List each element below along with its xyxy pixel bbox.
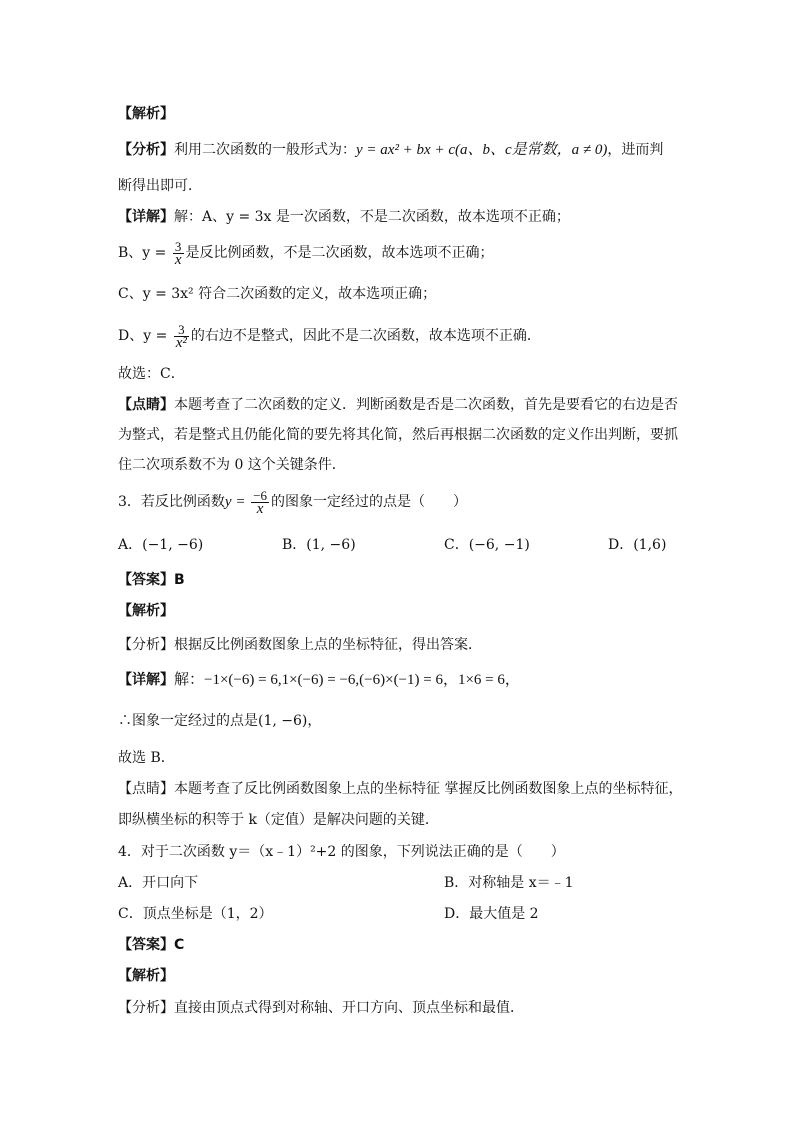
option-b-prefix: B、y = <box>118 245 171 261</box>
q3-option-d: D．(1,6) <box>608 537 667 553</box>
option-b-suffix: 是反比例函数，不是二次函数，故本选项不正确； <box>185 245 494 261</box>
q3-therefore: ∴图象一定经过的点是(1, −6)， <box>118 713 322 729</box>
remark-text-1: 本题考查了二次函数的定义．判断函数是否是二次函数，首先是要看它的右边是否 <box>174 397 678 413</box>
detail-tag: 【详解】 <box>118 209 174 225</box>
q4-stem: 4．对于二次函数 y＝（x﹣1）²+2 的图象，下列说法正确的是（ ） <box>118 844 565 860</box>
q3-remark-line2: 即纵横坐标的积等于 k（定值）是解决问题的关键． <box>118 812 439 828</box>
q3-stem <box>118 486 467 518</box>
q4-analysis: 【分析】直接由顶点式得到对称轴、开口方向、顶点坐标和最值． <box>118 1000 524 1016</box>
q3-option-c: C．(−6, −1) <box>444 537 530 553</box>
p2-choice: 故选：C． <box>118 366 185 382</box>
q4-option-c: C．顶点坐标是（1，2） <box>118 906 273 922</box>
q4-option-b: B．对称轴是 x＝﹣1 <box>444 875 574 891</box>
analysis-text-tail: ，进而判 <box>607 142 664 158</box>
q3-detail-text: 解：−1×(−6) = 6,1×(−6) = −6,(−6)×(−1) = 6，1×6 = 6， <box>174 672 520 688</box>
p2-detail-b <box>118 238 494 268</box>
q3-detail-tag: 【详解】 <box>118 672 174 688</box>
q3-detail <box>118 670 520 690</box>
p2-remark-line2: 为整式，若是整式且仍能化简的要先将其化简，然后再根据二次函数的定义作出判断，要抓 <box>118 427 678 443</box>
fraction-neg6-over-x: $\frac{-6}{x}$ <box>253 487 268 517</box>
option-d-suffix: 的右边不是整式，因此不是二次函数，故本选项不正确． <box>190 328 541 344</box>
detail-a-text: 解：A、y = 3x 是一次函数，不是二次函数，故本选项不正确； <box>174 209 570 225</box>
q3-choice: 故选 B． <box>118 750 175 766</box>
q4-answer: 【答案】C <box>118 937 185 953</box>
p2-analysis-line1 <box>118 140 663 160</box>
fraction-3-over-x: $\frac{3}{x}$ <box>174 238 182 268</box>
fraction-3-over-x2: $\frac{3}{\text{x²}}$ <box>175 321 187 351</box>
q4-option-d: D．最大值是 2 <box>444 906 539 922</box>
analysis-text: 利用二次函数的一般形式为： <box>174 142 356 158</box>
q3-option-a: A．(−1, −6) <box>118 537 204 553</box>
p2-detail-d <box>118 320 541 352</box>
general-form-formula: y = ax² + bx + c(a、b、c是常数，a ≠ 0) <box>356 142 608 158</box>
q3-option-b: B．(1, −6) <box>282 537 356 553</box>
p2-detail-a <box>118 207 570 227</box>
q3-stem-y: y = <box>224 494 250 510</box>
q3-stem-prefix: 3．若反比例函数 <box>118 494 225 510</box>
analysis-heading: 【解析】 <box>118 106 174 122</box>
p2-remark-line3: 住二次项系数不为 0 这个关键条件． <box>118 457 346 473</box>
q3-analysis-heading: 【解析】 <box>118 603 174 619</box>
q3-remark-line1: 【点睛】本题考查了反比例函数图象上点的坐标特征 掌握反比例函数图象上点的坐标特征， <box>118 781 683 797</box>
remark-tag: 【点睛】 <box>118 397 174 413</box>
q3-stem-suffix: 的图象一定经过的点是（ ） <box>271 494 468 510</box>
p2-detail-c: C、y = 3x² 符合二次函数的定义，故本选项正确； <box>118 286 437 302</box>
p2-remark-line1 <box>118 395 678 415</box>
q4-option-a: A．开口向下 <box>118 875 199 891</box>
p2-analysis-line2: 断得出即可． <box>118 178 202 194</box>
option-d-prefix: D、y = <box>118 328 172 344</box>
analysis-tag: 【分析】 <box>118 142 174 158</box>
q3-analysis: 【分析】根据反比例函数图象上点的坐标特征，得出答案． <box>118 637 482 653</box>
q3-answer: 【答案】B <box>118 572 185 588</box>
q4-analysis-heading: 【解析】 <box>118 968 174 984</box>
